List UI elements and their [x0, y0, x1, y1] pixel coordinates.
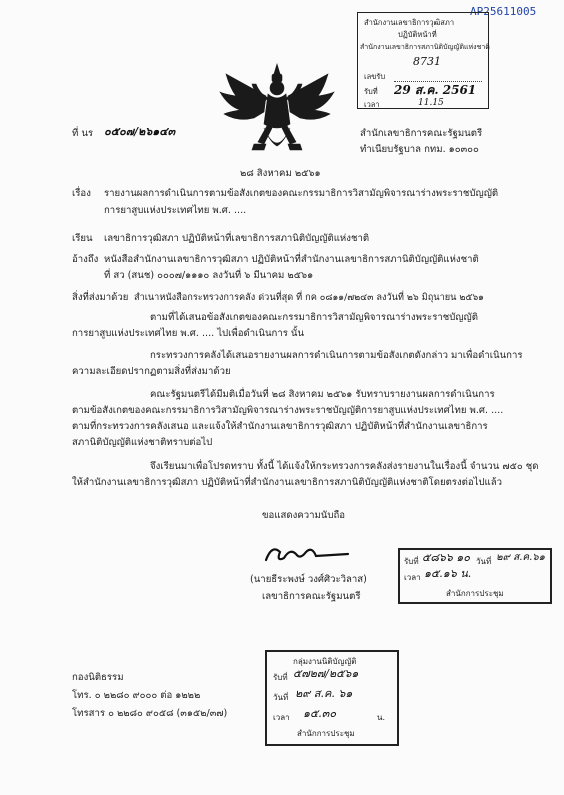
stamp-line1: สำนักงานเลขาธิการวุฒิสภา [364, 18, 455, 27]
stamp-date-label: รับที่ [364, 87, 378, 96]
stamp-number-label: เลขรับ [364, 72, 386, 81]
p3-line4: สภานิติบัญญัติแห่งชาติทราบต่อไป [72, 437, 213, 448]
subject-label: เรื่อง [72, 188, 91, 199]
ms1-time-label: เวลา [404, 573, 421, 582]
p4-line1: จึงเรียนมาเพื่อโปรดทราบ ทั้งนี้ ได้แจ้งให้กระทรวงการคลังส่งรายงานในเรื่องนี้ จำนวน ๗๕๐ ชุด [150, 461, 539, 472]
to-label: เรียน [72, 233, 93, 244]
garuda-emblem [218, 62, 336, 162]
doc-number-value: ๐๕๐๗/๒๖๑๔๓ [104, 125, 176, 138]
ms2-time-unit: น. [377, 713, 386, 722]
ref-label: อ้างถึง [72, 254, 99, 265]
enclosure-value: สำเนาหนังสือกระทรวงการคลัง ด่วนที่สุด ที่ กค ๐๘๑๑/๗๒๔๓ ลงวันที่ ๒๖ มิถุนายน ๒๕๖๑ [134, 292, 484, 303]
issuer-line1: สำนักเลขาธิการคณะรัฐมนตรี [360, 128, 483, 139]
subject-line2: การยาสูบแห่งประเทศไทย พ.ศ. .... [104, 205, 247, 216]
ref-line2: ที่ สว (สนช) ๐๐๐๗/๑๑๑๐ ลงวันที่ ๖ มีนาคม ๒๕๖๑ [104, 270, 314, 281]
stamp-number: 8731 [413, 55, 441, 68]
footer-fax: โทรสาร ๐ ๒๒๘๐ ๙๐๕๘ (๓๑๕๒/๓๗) [72, 708, 228, 719]
ms2-time-value: ๑๕.๓๐ [303, 707, 337, 720]
to-value: เลขาธิการวุฒิสภา ปฏิบัติหน้าที่เลขาธิการสภานิติบัญญัติแห่งชาติ [104, 233, 370, 244]
ms1-date-value: ๒๙ ส.ค.๖๑ [496, 552, 545, 563]
p2-line1: กระทรวงการคลังได้เสนอรายงานผลการดำเนินการตามข้อสังเกตดังกล่าว มาเพื่อดำเนินการ [150, 350, 523, 361]
stamp-time-value: 11.15 [418, 98, 444, 108]
stamp-number-line [394, 81, 482, 82]
ms2-recv-value: ๕๗๒๗/๒๕๖๑ [293, 667, 359, 680]
stamp-date-value: 29 ส.ค. 2561 [394, 83, 477, 97]
letter-date: ๒๘ สิงหาคม ๒๕๖๑ [240, 168, 321, 179]
receiving-stamp-top [357, 12, 489, 109]
signature-mark [262, 540, 352, 568]
ms2-footer: สำนักการประชุม [297, 729, 355, 738]
meeting-stamp-1 [398, 548, 552, 604]
ms2-date-label: วันที่ [273, 693, 289, 702]
receipt-number: AP25611005 [470, 5, 537, 18]
ms1-date-label: วันที่ [476, 557, 492, 566]
ms2-recv-label: รับที่ [273, 673, 288, 682]
subject-line1: รายงานผลการดำเนินการตามข้อสังเกตของคณะกรรมาธิการวิสามัญพิจารณาร่างพระราชบัญญัติ [104, 188, 499, 199]
ms1-recv-label: รับที่ [404, 557, 419, 566]
p1-line2: การยาสูบแห่งประเทศไทย พ.ศ. .... ไปเพื่อดำเนินการ นั้น [72, 328, 305, 339]
ms1-recv-value: ๕๘๖๖ ๑๐ [422, 551, 470, 564]
signatory-title: เลขาธิการคณะรัฐมนตรี [262, 591, 361, 602]
p4-line2: ให้สำนักงานเลขาธิการวุฒิสภา ปฏิบัติหน้าที่สำนักงานเลขาธิการสภานิติบัญญัติแห่งชาติโดยตรงต่อไปแล้ว [72, 477, 502, 488]
closing: ขอแสดงความนับถือ [262, 510, 346, 521]
ref-line1: หนังสือสำนักงานเลขาธิการวุฒิสภา ปฏิบัติหน้าที่สำนักงานเลขาธิการสภานิติบัญญัติแห่งชาติ [104, 254, 479, 265]
ms1-footer: สำนักการประชุม [446, 589, 504, 598]
ms2-date-value: ๒๙ ส.ค. ๖๑ [295, 687, 353, 700]
stamp-time-label: เวลา [364, 100, 380, 109]
issuer-line2: ทำเนียบรัฐบาล กทม. ๑๐๓๐๐ [360, 144, 479, 155]
p3-line2: ตามข้อสังเกตของคณะกรรมาธิการวิสามัญพิจารณาร่างพระราชบัญญัติการยาสูบแห่งประเทศไทย พ.ศ. .... [72, 405, 504, 416]
ms1-time-value: ๑๕.๑๖ น. [424, 567, 472, 580]
ms2-time-label: เวลา [273, 713, 290, 722]
stamp-line3: สำนักงานเลขาธิการสภานิติบัญญัติแห่งชาติ [360, 43, 490, 51]
p3-line3: ตามที่กระทรวงการคลังเสนอ และแจ้งให้สำนักงานเลขาธิการวุฒิสภา ปฏิบัติหน้าที่สำนักงานเลขาธิการ [72, 421, 488, 432]
enclosure-label: สิ่งที่ส่งมาด้วย [72, 292, 129, 303]
doc-number-label: ที่ นร [72, 128, 94, 139]
ms2-header: กลุ่มงานนิติบัญญัติ [293, 657, 357, 666]
stamp-line2: ปฏิบัติหน้าที่ [398, 30, 437, 39]
footer-dept: กองนิติธรรม [72, 672, 124, 683]
p3-line1: คณะรัฐมนตรีได้มีมติเมื่อวันที่ ๒๘ สิงหาคม ๒๕๖๑ รับทราบรายงานผลการดำเนินการ [150, 389, 495, 400]
p2-line2: ความละเอียดปรากฏตามสิ่งที่ส่งมาด้วย [72, 366, 231, 377]
meeting-stamp-2 [265, 650, 399, 746]
signatory-name: (นายธีระพงษ์ วงศ์ศิวะวิลาส) [250, 574, 367, 585]
footer-tel: โทร. ๐ ๒๒๘๐ ๙๐๐๐ ต่อ ๑๒๒๒ [72, 690, 201, 701]
p1-line1: ตามที่ได้เสนอข้อสังเกตของคณะกรรมาธิการวิสามัญพิจารณาร่างพระราชบัญญัติ [150, 312, 478, 323]
